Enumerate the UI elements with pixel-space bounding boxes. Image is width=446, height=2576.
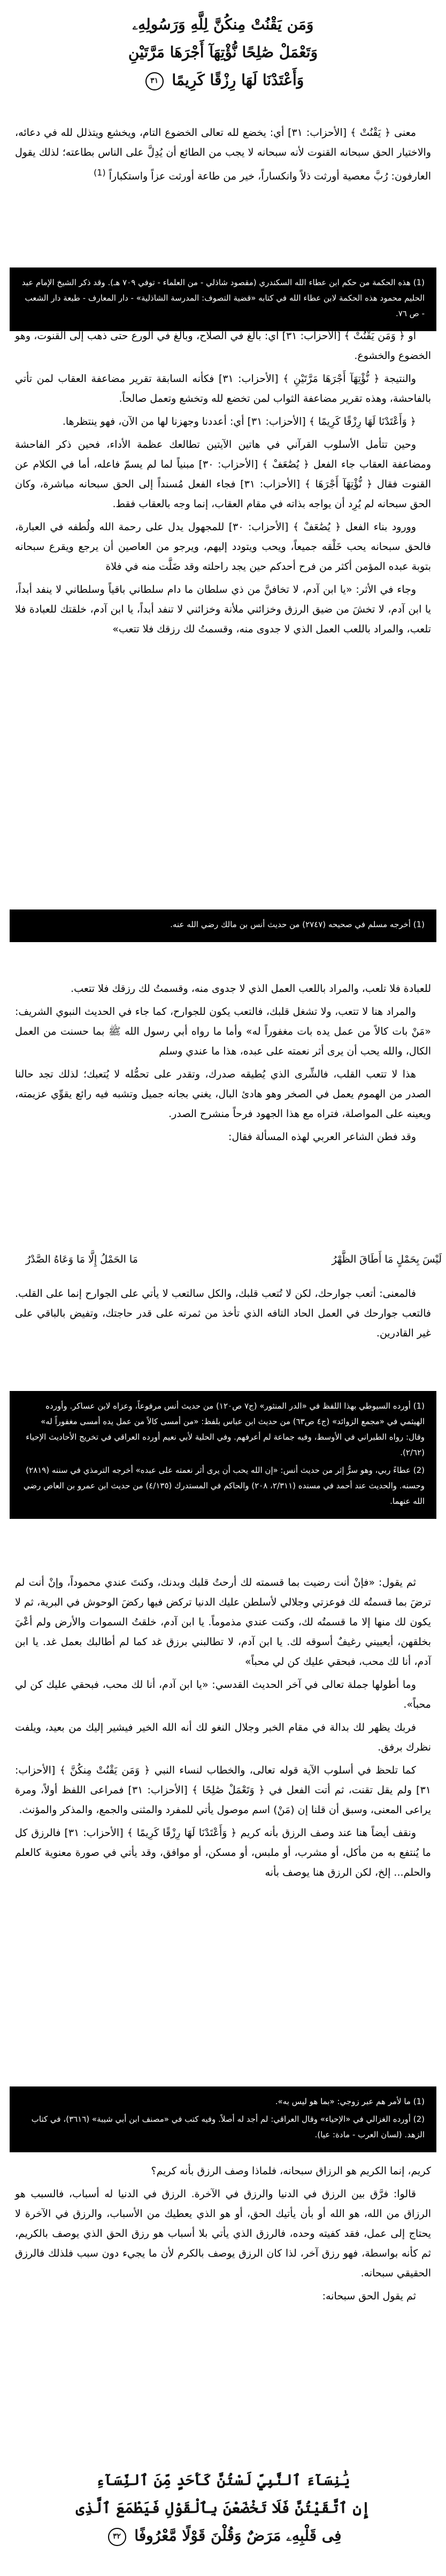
verse-line: إِنِ ٱتَّقَيْتُنَّ فَلَا تَخْضَعْنَ بِٱلْقَوْلِ فَيَطْمَعَ ٱلَّذِى — [75, 2499, 371, 2517]
verse-line-text: فِى قَلْبِهِۦ مَرَضٌ وَقُلْنَ قَوْلًا مَّعْرُوفًا — [134, 2527, 342, 2544]
verse-line: يَٰنِسَآءَ ٱلنَّبِيِّ لَسْتُنَّ كَأَحَدٍ مِّنَ ٱلنِّسَآءِ — [96, 2471, 350, 2489]
footnote-box — [10, 267, 436, 331]
body-paragraph: والمراد هنا لا تتعب، ولا تشغل قلبك، فالتعب يكون للجوارح، كما جاء في الحديث النبوي الشريف: «مَنْ بات كالاً من عمل يده بات مغفوراً له» وأما ما رواه أبي رسول الله ﷺ بما حسنت من العمل الكال، والله يحب أن يرى أثر نعمته على عبده، هذا ما عندي وسلم — [15, 1006, 431, 1057]
paragraph-block — [15, 979, 431, 1150]
body-paragraph: كما تلحظ في أسلوب الآية قوله تعالى، والخطاب لنساء النبي ﴿ وَمَن يَقْنُتْ مِنكُنَّ ﴾ [الأحزاب: ٣١] ولم يقل تقنت، ثم أتت الفعل في ﴿ وَتَعْمَلْ صَٰلِحًا ﴾ [الأحزاب: ٣١] فمراعى اللفظ أولاً، ومرة يراعى المعنى، وسبق أن قلنا إن (مَنْ) اسم موصول يأتي للمفرد والمثنى والجمع، والمذكر والمؤنث. — [15, 1764, 431, 1816]
paragraph-block — [15, 326, 431, 643]
paragraph-block — [15, 1573, 431, 1886]
verse-line — [15, 2522, 431, 2550]
body-paragraph: وما أطولها جملة تعالى في آخر الحديث القدسي: «يا ابن آدم، أنا لك محب، فبحقي عليك كن لي محباً». — [15, 1679, 431, 1710]
paragraph-block — [15, 123, 431, 189]
body-paragraph: وجاء في الأثر: «يا ابن آدم، لا تخافنَّ من ذي سلطان ما دام سلطاني باقياً وسلطاني لا ينفد أبداً، يا ابن آدم، لا تخشَ من ضيق الرزق وخزائني ملأنة وخزائني لا تنفد أبداً، يا ابن آدم، خلقتك للعبادة فلا تلعب، والمراد باللعب العمل الذي لا جدوى منه، وقسمتُ لك رزقك فلا تتعب» — [15, 584, 431, 635]
body-paragraph: أو ﴿ وَمَن يَقْنُتْ ﴾ [الأحزاب: ٣١] أي: بالغ في الصلاح، وبالغ في الورع حتى ذهب إلى القنوت، وهو الخضوع والخشوع. — [15, 330, 431, 362]
body-paragraph: فربك يظهر لك بدالة في مقام الخبر وجلال النغو لك أنه الله الخير فيشير إليك من بعيد، ويلفت نظرك برفق. — [15, 1722, 431, 1753]
footnote-box — [10, 909, 436, 942]
footnote-ref: (1) — [94, 167, 106, 178]
body-paragraph: هذا لا تتعب القلب، فالشِّرى الذي يُطيقه صدرك، وتقدر على تحمُّله لا يُتعبك؛ لذلك تجد حالنا الصدر من الهموم يعمل في الصخر وهو هادئ البال، يغني بجانه جميل وتشبه فيه رائع يقوِّي عزيمته، ويعينه على المواصلة، فتراه مع هذا الجهود فرحاً منشرح الصدر. — [15, 1068, 431, 1120]
footnote-text: (1) أورده السيوطي بهذا اللفظ في «الدر المنثور» (ج٧ ص١٢٠) من حديث أنس مرفوعاً، وعزاه لابن عساكر. وأورده الهيثمي في «مجمع الزوائد» (ج٤ ص٦٣) من حديث ابن عباس بلفظ: «من أمسى كالاً من عمل يده أمسى مغفوراً له» وقال: رواه الطبراني في الأوسط، وفيه جماعة لم أعرفهم. وفي الحلية لأبي نعيم أورده العراقي في تخريج الأحاديث الإحياء (٢/٦٢). — [26, 1401, 425, 1457]
ayah-number-mark: ٣١ — [145, 72, 164, 90]
footnote-text: (1) ما لأمر هم عبر زوجي: «بما هو ليس به». — [275, 2097, 425, 2106]
body-paragraph: وورود بناء الفعل ﴿ يُضَٰعَفْ ﴾ [الأحزاب: ٣٠] للمجهول يدل على رحمة الله ولُطفه في العبارة، فالحق سبحانه يحب خَلْقه جميعاً، ويحب ويتودد إليهم، ويرجو من العاصين أن يرجع ويقرع سبحانه بتوبة عبده المؤمن أكثر من فرح أحدكم حين يجد راحلته وقد ضَلَّت منه في فلاة — [15, 521, 431, 572]
verse-line — [15, 66, 431, 94]
paragraph-block — [15, 2161, 431, 2310]
footnote-text: (2) أورده الغزالي في «الإحياء» وقال العراقي: لم أجد له أصلاً. وفيه كتب في «مصنف ابن أبي شيبة» (٣٦١٦)، في كتاب الزهد. (لسان العرب - مادة: عيا). — [31, 2114, 425, 2139]
bottom-verse-banner — [15, 2466, 431, 2550]
footnote-box — [10, 1391, 436, 1519]
body-paragraph: قالوا: فرَّق بين الرزق في الدنيا والرزق في الآخرة. الرزق في الدنيا له أسباب، فالسبب هو الرزاق من الله، هو الله أو بأن يأتيك الحق، أو هو الذي يعطيك من الأسباب، والرزق في الآخرة لا يحتاج إلى عمل، فقد كفيته وحده، فالرزق الذي يأتي بلا أسباب هو رزق الحق الذي يوصف بالكريم، ثم كأنه بواسطة، فهو رزق آخر، لذا كان الرزق يوصف بالكرم لأن ما يجيء دون سبب فلذلك فالرزق الحقيقي سبحانه. — [15, 2188, 431, 2279]
body-paragraph: للعبادة فلا تلعب، والمراد باللعب العمل الذي لا جدوى منه، وقسمتُ لك رزقك فلا تتعب. — [71, 983, 431, 995]
footnote-text: (1) أخرجه مسلم في صحيحه (٢٧٤٧) من حديث أنس بن مالك رضي الله عنه. — [170, 920, 425, 929]
paragraph-block — [15, 1284, 431, 1347]
poem-hemistich-left: مَا الحَمْلُ إِلَّا مَا وَعَاهُ الصَّدْرُ — [26, 1253, 138, 1265]
body-paragraph: ونقف أيضاً هنا عند وصف الرزق بأنه كريم ﴿ وَأَعْتَدْنَا لَهَا رِزْقًا كَرِيمًا ﴾ [الأحزاب: ٣١] فالرزق كل ما يُنتفع به من مأكل، أو مشرب، أو ملبس، أو مسكن، أو موافق، وقد يأتي في صورة معنوية كالعلم والحلم... إلخ، لكن الرزق هنا يوصف بأنه — [15, 1827, 431, 1878]
top-verse-banner — [15, 11, 431, 94]
ayah-number-mark: ٣٢ — [108, 2528, 126, 2546]
footnote-text: (1) هذه الحكمة من حكم ابن عطاء الله السكندري (مقصود شاذلي - من العلماء - توفي ٧٠٩ هـ). وقد ذكر الشيخ الإمام عبد الحليم محمود هذه الحكمة لابن عطاء الله في كتابه «قضية التصوف: المدرسة الشاذلية» - دار المعارف - طبعة دار الشعب - ص ٧٦. — [21, 278, 425, 318]
body-paragraph: ﴿ وَأَعْتَدْنَا لَهَا رِزْقًا كَرِيمًا ﴾ [الأحزاب: ٣١] أي: أعددنا وجهزنا لها من الآن، فهو ينتظرها. — [62, 416, 416, 427]
body-paragraph — [15, 123, 431, 186]
body-paragraph: وحين تتأمل الأسلوب القرآني في هاتين الآيتين تطالعك عظمة الأداء، فحين ذكر الفاحشة ومضاعفة العقاب جاء الفعل ﴿ يُضَٰعَفْ ﴾ [الأحزاب: ٣٠] مبنياً لما لم يسمّ فاعله، أما في الكلام عن القنوت فقال ﴿ نُّؤْتِهَآ أَجْرَهَا ﴾ [الأحزاب: ٣١] فجاء الفعل مُسنداً إلى الحق سبحانه مباشرة، وكان الحق سبحانه لم يُرِد أن يواجه بذاته في مقام العقاب، إنما وجه بالعقاب فقط. — [15, 439, 431, 510]
footnote-text: (2) عطاءً ربي، وهو سرٌّ إثر من حديث أنس: «إن الله يحب أن يرى أثر نعمته على عبده» أخرجه الترمذي في سننه (٢٨١٩) وحسنه. والحديث عند أحمد في مسنده (٢/٣١١، ٢٠٨) والحاكم في المستدرك (٤/١٣٥) من حديث ابن عمرو بن العاص رضي الله عنهما. — [23, 1465, 425, 1506]
body-paragraph: كريم، إنما الكريم هو الرزاق سبحانه، فلماذا وصف الرزق بأنه كريم؟ — [151, 2165, 431, 2177]
poem-verse — [15, 1249, 446, 1270]
footnote-box — [10, 2086, 436, 2152]
verse-line: وَتَعْمَلْ صَٰلِحًا نُّؤْتِهَآ أَجْرَهَا مَرَّتَيْنِ — [128, 43, 318, 61]
body-paragraph: ثم يقول الحق سبحانه: — [322, 2290, 416, 2302]
poem-hemistich-right: لَيْسَ بِحَمْلٍ مَا أَطَاقَ الظَّهْرُ — [332, 1253, 442, 1265]
body-paragraph: ثم يقول: «فإنْ أنت رضيت بما قسمته لك أرحتُ قلبك وبدنك، وكنتَ عندي محموداً، وإنْ أنت لم ترضَ بما قسمتُه لك فوعزتي وجلالي لأسلطن عليك الدنيا تركض فيها ركضَ الوحوش في البرية، ثم لا يكون لك منها إلا ما قسمتُه لك، وكنت عندي مذموماً. يا ابن آدم، خلقتُ السموات والأرض ولم أعْيَ بخلقهن، أيعييني رغيفٌ أسوقه لك. يا ابن آدم، لا تطالبني برزق غد كما لم أطالبك بعمل غد. يا ابن آدم، أنا لك محب، فبحقي عليك كن لي محباً» — [15, 1577, 431, 1668]
verse-line: وَمَن يَقْنُتْ مِنكُنَّ لِلَّهِ وَرَسُولِهِۦ — [132, 16, 314, 33]
body-paragraph: وقد فطن الشاعر العربي لهذه المسألة فقال: — [228, 1131, 416, 1143]
verse-line-text: وَأَعْتَدْنَا لَهَا رِزْقًا كَرِيمًا — [172, 71, 304, 89]
paragraph-text: معنى ﴿ يَقْنُتْ ﴾ [الأحزاب: ٣١] أي: يخضع لله تعالى الخضوع التام، ويخشع ويتذلل لله في دعائه، والاختيار الحق سبحانه القنوت لأنه سبحانه لا يجب من الطائع أن يُدِلَّ على الناس بطاعته؛ لذلك يقول العارفون: رُبَّ معصية أورثت ذلاً وانكساراً، خير من طاعة أورثت عزاً واستكباراً — [15, 127, 431, 182]
body-paragraph: فالمعنى: أتعب جوارحك، لكن لا تُتعب قلبك، والكل سالتعب لا يأتي على الجوارح إنما على القلب. فالتعب جوارحك في العمل الحاد التافه الذي تأخذ من ثمرته على قدر حاجتك، وتفيض بالباقي على غير القادرين. — [15, 1288, 431, 1339]
body-paragraph: والنتيجة ﴿ نُّؤْتِهَآ أَجْرَهَا مَرَّتَيْنِ ﴾ [الأحزاب: ٣١] فكأنه السابقة تقرير مضاعفة العقاب لمن تأتي بالفاحشة، وهذه تقرير مضاعفة الثواب لمن تخضع لله وتخشع وتعمل صالحاً. — [15, 373, 431, 404]
